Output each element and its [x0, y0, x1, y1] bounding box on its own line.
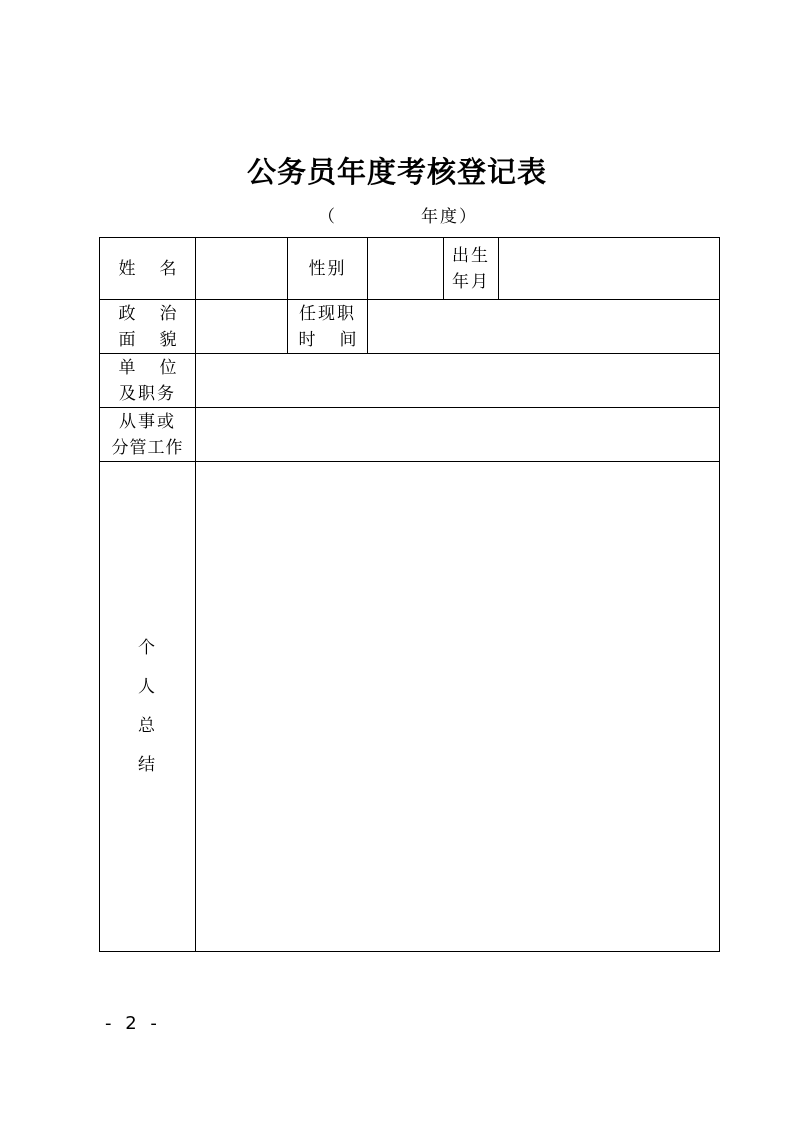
birth-field[interactable] [499, 238, 720, 300]
year-line-year: 年度） [421, 207, 478, 227]
year-line-open: （ [318, 207, 335, 227]
form-row-political [100, 300, 720, 354]
form-row-unit [100, 354, 720, 408]
form-title: 公务员年度考核登记表 [246, 155, 547, 189]
work-label: 从事或 分管工作 [100, 408, 196, 462]
summary-label: 个 人 总 结 [100, 462, 196, 952]
political-field[interactable] [196, 300, 288, 354]
work-field[interactable] [196, 408, 720, 462]
page-number: - 2 - [105, 1013, 161, 1034]
unit-label: 单位 及职务 [100, 354, 196, 408]
name-field[interactable] [196, 238, 288, 300]
registration-form-table [99, 237, 720, 952]
form-row-summary [100, 462, 720, 952]
summary-field[interactable] [196, 462, 720, 952]
tenure-label: 任现职 时间 [288, 300, 368, 354]
birth-label: 出生 年月 [444, 238, 499, 300]
gender-label: 性别 [288, 238, 368, 300]
gender-field[interactable] [368, 238, 444, 300]
unit-field[interactable] [196, 354, 720, 408]
name-label: 姓名 [100, 238, 196, 300]
tenure-field[interactable] [368, 300, 720, 354]
political-label: 政治 面貌 [100, 300, 196, 354]
form-row-work [100, 408, 720, 462]
form-row-basic [100, 238, 720, 300]
